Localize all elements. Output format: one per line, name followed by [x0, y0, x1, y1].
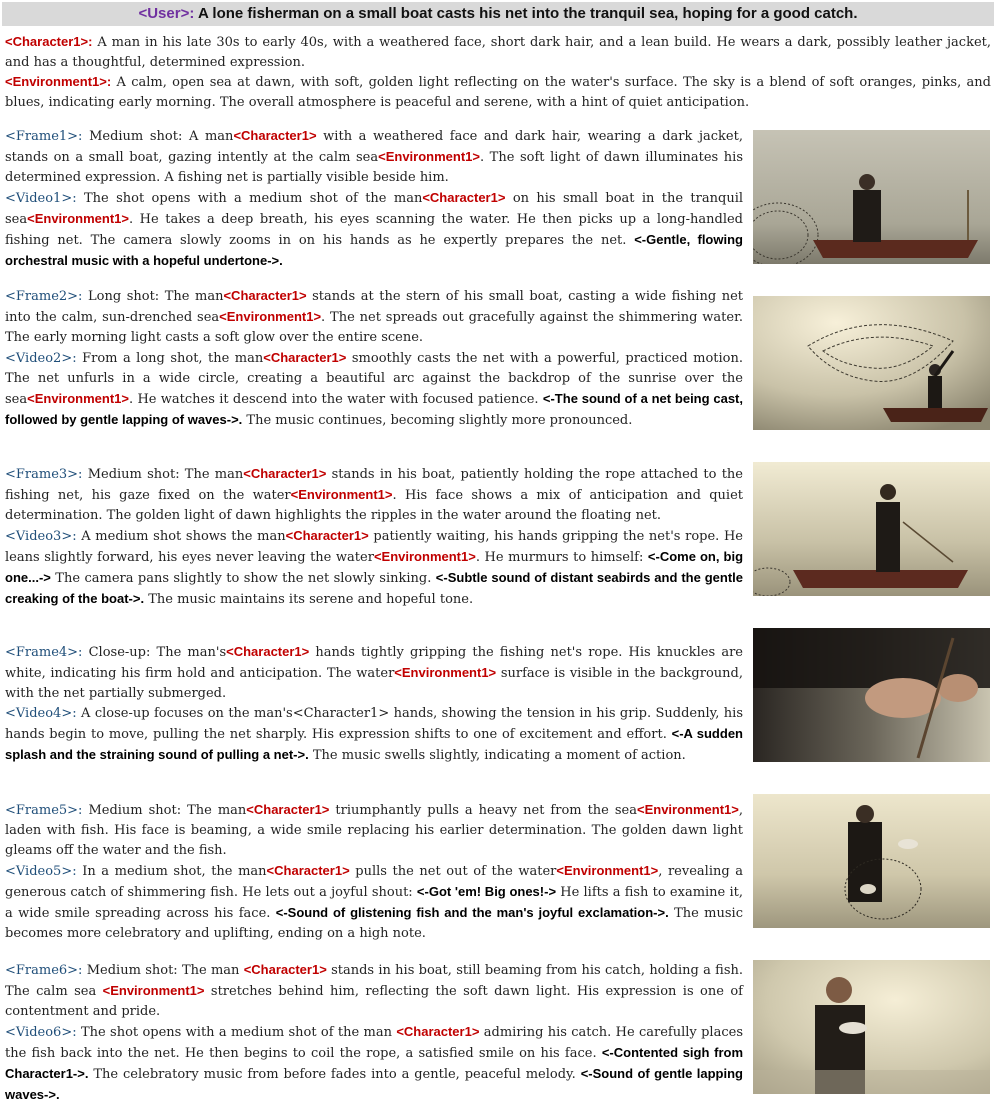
description-text: stands in his boat, patiently holding the rope attached to the fishing net, his gaze fixed on the water: [5, 467, 743, 503]
description-text: Medium shot: A man: [89, 129, 234, 144]
reference-tag: <Character1>: [233, 128, 317, 143]
description-text: . His face shows a mix of anticipation and quiet determination. The golden light of dawn highlights the ripples in the water around the floating net.: [5, 488, 744, 523]
frame-label: <Frame6>:: [5, 963, 83, 978]
frame-section-4: [5, 642, 743, 766]
description-text: surface is visible in the background, with the net partially submerged.: [5, 666, 743, 701]
audio-cue: <-A sudden splash and the straining sound of pulling a net->.: [5, 726, 743, 762]
description-text: triumphantly pulls a heavy net from the sea: [329, 803, 637, 818]
character-text: A man in his late 30s to early 40s, with a weathered face, short dark hair, and a lean build. He wears a dark, possibly leather jacket, and has a thoughtful, determined expression.: [5, 35, 992, 70]
description-text: Medium shot: The man: [87, 467, 244, 482]
reference-tag: <Character1>: [422, 190, 506, 205]
description-text: Medium shot: The man: [88, 803, 247, 818]
description-text: stretches behind him, reflecting the soft dawn light. His expression is one of contentment and pride.: [5, 984, 743, 1019]
audio-cue: <-Sound of gentle lapping waves->.: [5, 1066, 743, 1102]
reference-tag: <Character1>: [243, 962, 327, 977]
description-text: The camera pans slightly to show the net slowly sinking.: [50, 571, 436, 586]
frame-label: <Frame2>:: [5, 289, 83, 304]
description-text: patiently waiting, his hands gripping the net's rope. He leans slightly forward, his eyes never leaving the water: [5, 529, 743, 565]
video-description: [5, 526, 743, 610]
description-text: The celebratory music from before fades into a gentle, peaceful melody.: [88, 1067, 581, 1082]
audio-cue: <-Contented sigh from Character1->.: [5, 1045, 744, 1081]
user-query: A lone fisherman on a small boat casts his net into the tranquil sea, hoping for a good catch.: [197, 5, 858, 22]
user-prompt-header: [2, 2, 994, 26]
reference-tag: <Environment1>: [373, 549, 476, 564]
reference-tag: <Environment1>: [219, 309, 322, 324]
frame-description: [5, 800, 743, 861]
description-text: hands tightly gripping the fishing net's rope. His knuckles are white, indicating his firm hold and anticipation. The water: [5, 645, 743, 681]
description-text: , revealing a generous catch of shimmering fish. He lets out a joyful shout:: [5, 864, 744, 900]
description-text: In a medium shot, the man: [82, 864, 267, 879]
video-label: <Video2>:: [5, 351, 77, 366]
reference-tag: <Environment1>: [27, 391, 129, 406]
reference-tag: <Environment1>: [290, 487, 393, 502]
frame-description: [5, 464, 743, 526]
description-text: A close-up focuses on the man's<Character1> hands, showing the tension in his grip. Suddenly, his hands begin to move, pulling the net sharply. His expression shifts to one of excitement and effort.: [5, 706, 743, 742]
description-text: stands at the stern of his small boat, casting a wide fishing net into the calm, sun-drenched sea: [5, 289, 743, 325]
description-text: A medium shot shows the man: [81, 529, 286, 544]
environment-description: [5, 72, 991, 113]
frame-image-4: [753, 628, 990, 762]
frame-image-2: [753, 296, 990, 430]
frame-description: [5, 642, 743, 704]
video-description: [5, 861, 743, 944]
description-text: . He takes a deep breath, his eyes scanning the water. He then picks up a long-handled fishing net. The camera slowly zooms in on his hands as he expertly prepares the net.: [5, 212, 743, 248]
frame-image-3: [753, 462, 990, 596]
description-text: smoothly casts the net with a powerful, practiced motion. The net unfurls in a wide circle, creating a beautiful arc against the backdrop of the sunrise over the sea: [5, 351, 743, 407]
description-text: The shot opens with a medium shot of the man: [80, 1025, 397, 1040]
reference-tag: <Environment1>: [27, 211, 129, 226]
video-label: <Video3>:: [5, 529, 77, 544]
reference-tag: <Environment1>: [394, 665, 497, 680]
description-text: admiring his catch. He carefully places the fish back into the net. He then begins to coil the rope, a satisfied smile on his face.: [5, 1025, 743, 1061]
reference-tag: <Character1>: [243, 466, 327, 481]
reference-tag: <Environment1>: [102, 983, 205, 998]
description-text: . He murmurs to himself:: [475, 550, 648, 565]
audio-cue: <-Gentle, flowing orchestral music with a hopeful undertone->.: [5, 232, 743, 268]
description-text: Close-up: The man's: [88, 645, 227, 660]
reference-tag: <Character1>: [223, 288, 307, 303]
description-text: pulls the net out of the water: [349, 864, 557, 879]
reference-tag: <Environment1>: [636, 802, 739, 817]
video-description: [5, 188, 743, 272]
frame-section-3: [5, 464, 743, 610]
video-label: <Video5>:: [5, 864, 77, 879]
description-text: The music continues, becoming slightly more pronounced.: [242, 413, 633, 428]
frame-label: <Frame4>:: [5, 645, 83, 660]
description-text: . The net spreads out gracefully against the shimmering water. The early morning light casts a soft glow over the entire scene.: [5, 310, 744, 345]
audio-cue: <-Got 'em! Big ones!->: [416, 884, 557, 899]
description-text: The shot opens with a medium shot of the man: [83, 191, 423, 206]
frame-label: <Frame5>:: [5, 803, 83, 818]
reference-tag: <Character1>: [246, 802, 330, 817]
frame-image-6: [753, 960, 990, 1094]
frame-image-5: [753, 794, 990, 928]
description-text: The music becomes more celebratory and uplifting, ending on a high note.: [5, 906, 743, 941]
description-text: . He watches it descend into the water with focused patience.: [129, 392, 543, 407]
frame-section-5: [5, 800, 743, 944]
description-text: , laden with fish. His face is beaming, a wide smile replacing his earlier determination. The golden dawn light gleams off the water and the fish.: [5, 803, 743, 858]
environment-label: <Environment1>:: [5, 74, 112, 89]
video-description: [5, 348, 743, 431]
reference-tag: <Character1>: [266, 863, 350, 878]
frame-section-6: [5, 960, 743, 1106]
frame-section-2: [5, 286, 743, 431]
description-text: . The soft light of dawn illuminates his determined expression. A fishing net is partially visible beside him.: [5, 150, 743, 185]
frame-section-1: [5, 126, 743, 272]
video-description: [5, 704, 743, 766]
character-description: [5, 32, 991, 73]
audio-cue: <-Sound of glistening fish and the man's joyful exclamation->.: [275, 905, 669, 920]
video-label: <Video1>:: [5, 191, 77, 206]
reference-tag: <Character1>: [226, 644, 310, 659]
audio-cue: <-The sound of a net being cast, followed by gentle lapping of waves->.: [5, 391, 743, 427]
user-tag: <User>:: [138, 5, 195, 22]
description-text: He lifts a fish to examine it, a wide smile spreading across his face.: [5, 885, 743, 921]
description-text: Long shot: The man: [88, 289, 224, 304]
frame-description: [5, 286, 743, 348]
description-text: on his small boat in the tranquil sea: [5, 191, 744, 227]
video-description: [5, 1022, 743, 1106]
frame-label: <Frame1>:: [5, 129, 83, 144]
audio-cue: <-Come on, big one...->: [5, 549, 744, 585]
reference-tag: <Character1>: [396, 1024, 480, 1039]
frame-label: <Frame3>:: [5, 467, 83, 482]
character-label: <Character1>:: [5, 34, 93, 49]
frame-image-1: [753, 130, 990, 264]
reference-tag: <Environment1>: [556, 863, 659, 878]
environment-text: A calm, open sea at dawn, with soft, golden light reflecting on the water's surface. The sky is a blend of soft oranges, pinks, and blues, indicating early morning. The overall atmosphere is peaceful and serene, with a hint of quiet anticipation.: [5, 75, 991, 110]
reference-tag: <Environment1>: [378, 149, 480, 164]
description-text: with a weathered face and dark hair, wearing a dark jacket, stands on a small boat, gazing intently at the calm sea: [5, 129, 743, 165]
description-text: stands in his boat, still beaming from his catch, holding a fish. The calm sea: [5, 963, 743, 999]
audio-cue: <-Subtle sound of distant seabirds and the gentle creaking of the boat->.: [5, 570, 744, 606]
description-text: From a long shot, the man: [82, 351, 264, 366]
description-text: Medium shot: The man: [86, 963, 244, 978]
reference-tag: <Character1>: [285, 528, 369, 543]
description-text: The music swells slightly, indicating a moment of action.: [308, 748, 686, 763]
reference-tag: <Character1>: [263, 350, 347, 365]
description-text: The music maintains its serene and hopeful tone.: [144, 592, 474, 607]
video-label: <Video4>:: [5, 706, 77, 721]
frame-description: [5, 126, 743, 188]
frame-description: [5, 960, 743, 1022]
video-label: <Video6>:: [5, 1025, 77, 1040]
